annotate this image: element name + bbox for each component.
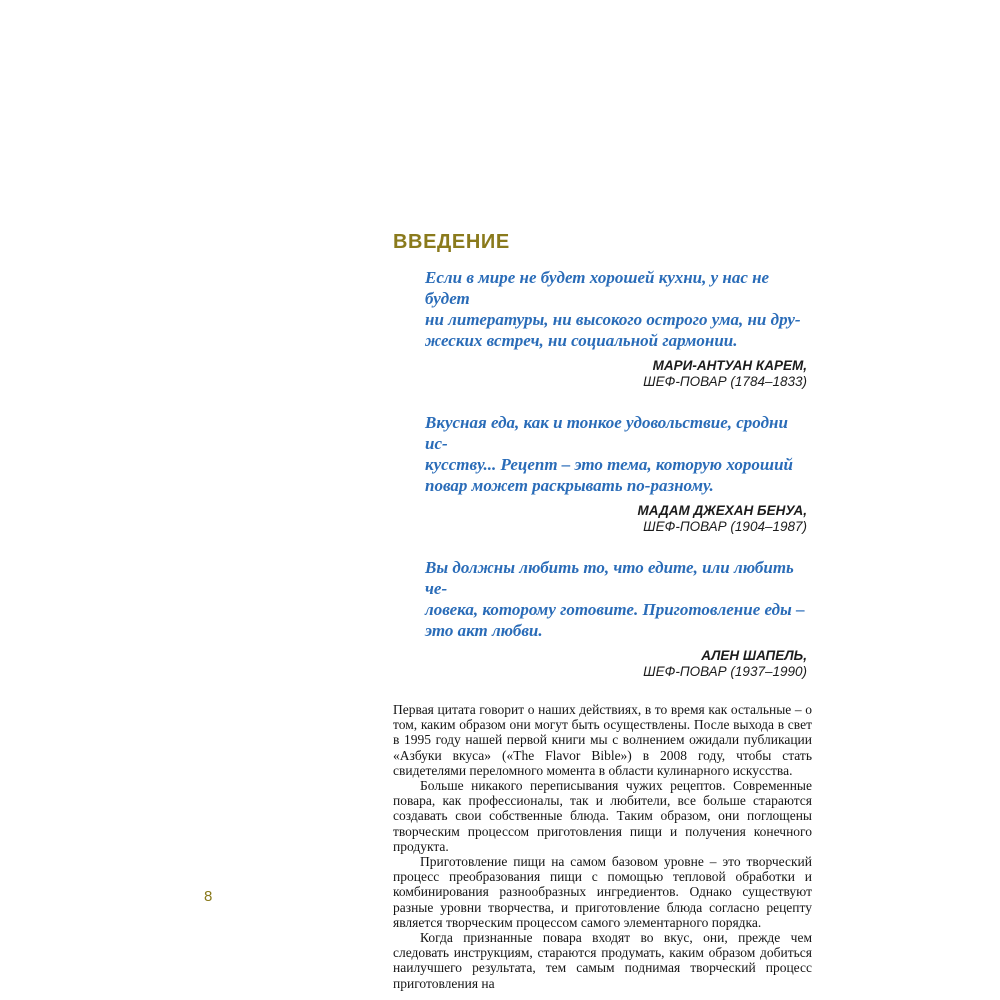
quote-attribution bbox=[425, 648, 807, 680]
quote-line: Если в мире не будет хорошей кухни, у нас не будет bbox=[425, 268, 770, 308]
quote-author: АЛЕН ШАПЕЛЬ, bbox=[701, 648, 807, 663]
body-text bbox=[393, 702, 812, 991]
paragraph: Когда признанные повара входят во вкус, они, прежде чем следовать инструкциям, стараются продумать, каким образом добиться наилучшего результата, тем самым поднимая творческий процесс приготовления на bbox=[393, 930, 812, 991]
quote-line: ловека, которому готовите. Приготовление еды – bbox=[425, 600, 805, 619]
quote-attribution bbox=[425, 503, 807, 535]
epigraph-chapel bbox=[425, 557, 807, 680]
page-number: 8 bbox=[204, 888, 213, 905]
quote-line: Вкусная еда, как и тонкое удовольствие, сродни ис- bbox=[425, 413, 788, 453]
paragraph: Больше никакого переписывания чужих рецептов. Современные повара, как профессионалы, так и любители, все больше стараются создавать свои собственные блюда. Таким образом, они поглощены творческим процессом приготовления пищи и получения конечного продукта. bbox=[393, 778, 812, 854]
quote-author: МАДАМ ДЖЕХАН БЕНУА, bbox=[637, 503, 807, 518]
quote-author: МАРИ-АНТУАН КАРЕМ, bbox=[652, 358, 807, 373]
quote-author-role: ШЕФ-ПОВАР (1904–1987) bbox=[643, 519, 807, 534]
chapter-title: ВВЕДЕНИЕ bbox=[393, 231, 510, 253]
quote-line: ни литературы, ни высокого острого ума, ни дру- bbox=[425, 310, 801, 329]
quote-line: Вы должны любить то, что едите, или любить че- bbox=[425, 558, 794, 598]
quote-line: кусству... Рецепт – это тема, которую хороший bbox=[425, 455, 793, 474]
text-column bbox=[393, 231, 812, 991]
quote-author-role: ШЕФ-ПОВАР (1784–1833) bbox=[643, 374, 807, 389]
epigraph-benoit bbox=[425, 412, 807, 535]
quote-line: повар может раскрывать по-разному. bbox=[425, 476, 714, 495]
paragraph: Первая цитата говорит о наших действиях, в то время как остальные – о том, каким образом они могут быть осуществлены. После выхода в свет в 1995 году нашей первой книги мы с волнением ожидали публикации «Азбуки вкуса» («The Flavor Bible») в 2008 году, чтобы стать свидетелями переломного момента в области кулинарного искусства. bbox=[393, 702, 812, 778]
epigraph-careme bbox=[425, 267, 807, 390]
quote-line: жеских встреч, ни социальной гармонии. bbox=[425, 331, 738, 350]
quote-attribution bbox=[425, 358, 807, 390]
quote-author-role: ШЕФ-ПОВАР (1937–1990) bbox=[643, 664, 807, 679]
paragraph: Приготовление пищи на самом базовом уровне – это творческий процесс преобразования пищи с помощью тепловой обработки и комбинирования разнообразных ингредиентов. Однако существуют разные уровни творчества, и приготовление блюда согласно рецепту является творческим процессом самого элементарного порядка. bbox=[393, 854, 812, 930]
quote-line: это акт любви. bbox=[425, 621, 543, 640]
